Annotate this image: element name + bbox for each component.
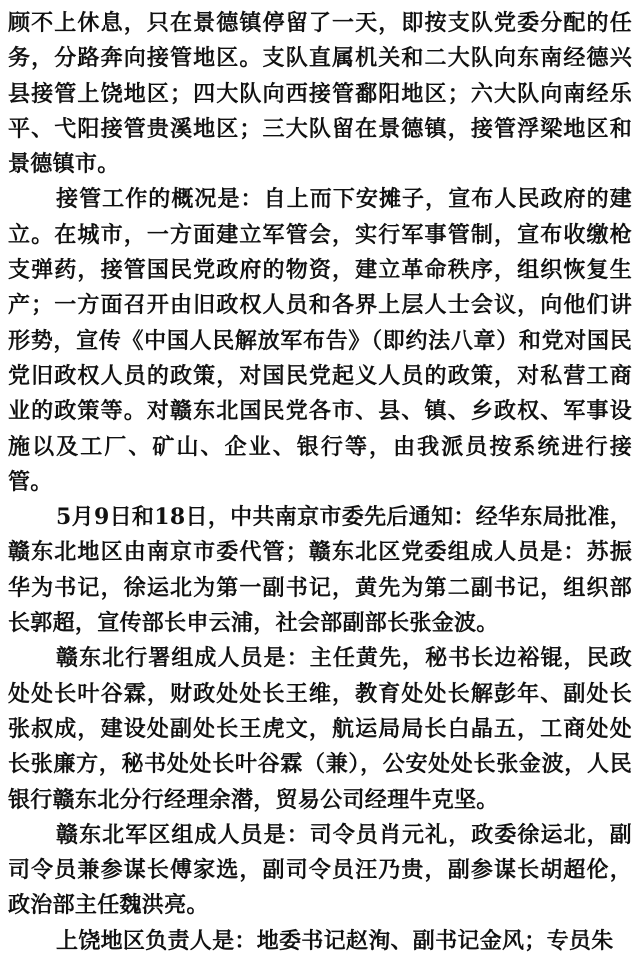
paragraph-administrative-office: 赣东北行署组成人员是：主任黄先，秘书长边裕锟，民政处处长叶谷霖，财政处处长王维，教育处处长解彭年、副处长张叔成，建设处副处长王虎文，航运局局长白晶五，工商处处长张廉方，秘书处处长叶谷霖（兼），公安处处长张金波，人民银行赣东北分行经理余潜，贸易公司经理牛克坚。 [8,645,632,813]
paragraph-takeover-overview: 接管工作的概况是：自上而下安摊子，宣布人民政府的建立。在城市，一方面建立军管会，实行军事管制，宣布收缴枪支弹药，接管国民党政府的物资，建立革命秩序，组织恢复生产；一方面召开由旧政权人员和各界上层人士会议，向他们讲形势，宣传《中国人民解放军布告》（即约法八章）和党对国民党旧政权人员的政策，对国民党起义人员的政策，对私营工商业的政策等。对赣东北国民党各市、县、镇、乡政权、军事设施以及工厂、矿山、企业、银行等，由我派员按系统进行接管。 [8,186,632,495]
paragraph-continuation: 顾不上休息，只在景德镇停留了一天，即按支队党委分配的任务，分路奔向接管地区。支队直属机关和二大队向东南经德兴县接管上饶地区；四大队向西接管鄱阳地区；六大队向南经乐平、弋阳接管贵溪地区；三大队留在景德镇，接管浮梁地区和景德镇市。 [8,10,632,178]
paragraph-party-committee: 5月9日和18日，中共南京市委先后通知：经华东局批准，赣东北地区由南京市委代管；赣东北区党委组成人员是：苏振华为书记，徐运北为第一副书记，黄先为第二副书记，组织部长郭超，宣传部长申云浦，社会部副部长张金波。 [8,504,632,637]
paragraph-shangrao-leaders: 上饶地区负责人是：地委书记赵洵、副书记金风；专员朱 [56,927,614,954]
paragraph-military-region: 赣东北军区组成人员是：司令员肖元礼，政委徐运北，副司令员兼参谋长傅家选，副司令员汪乃贵，副参谋长胡超伦，政治部主任魏洪亮。 [8,821,632,919]
